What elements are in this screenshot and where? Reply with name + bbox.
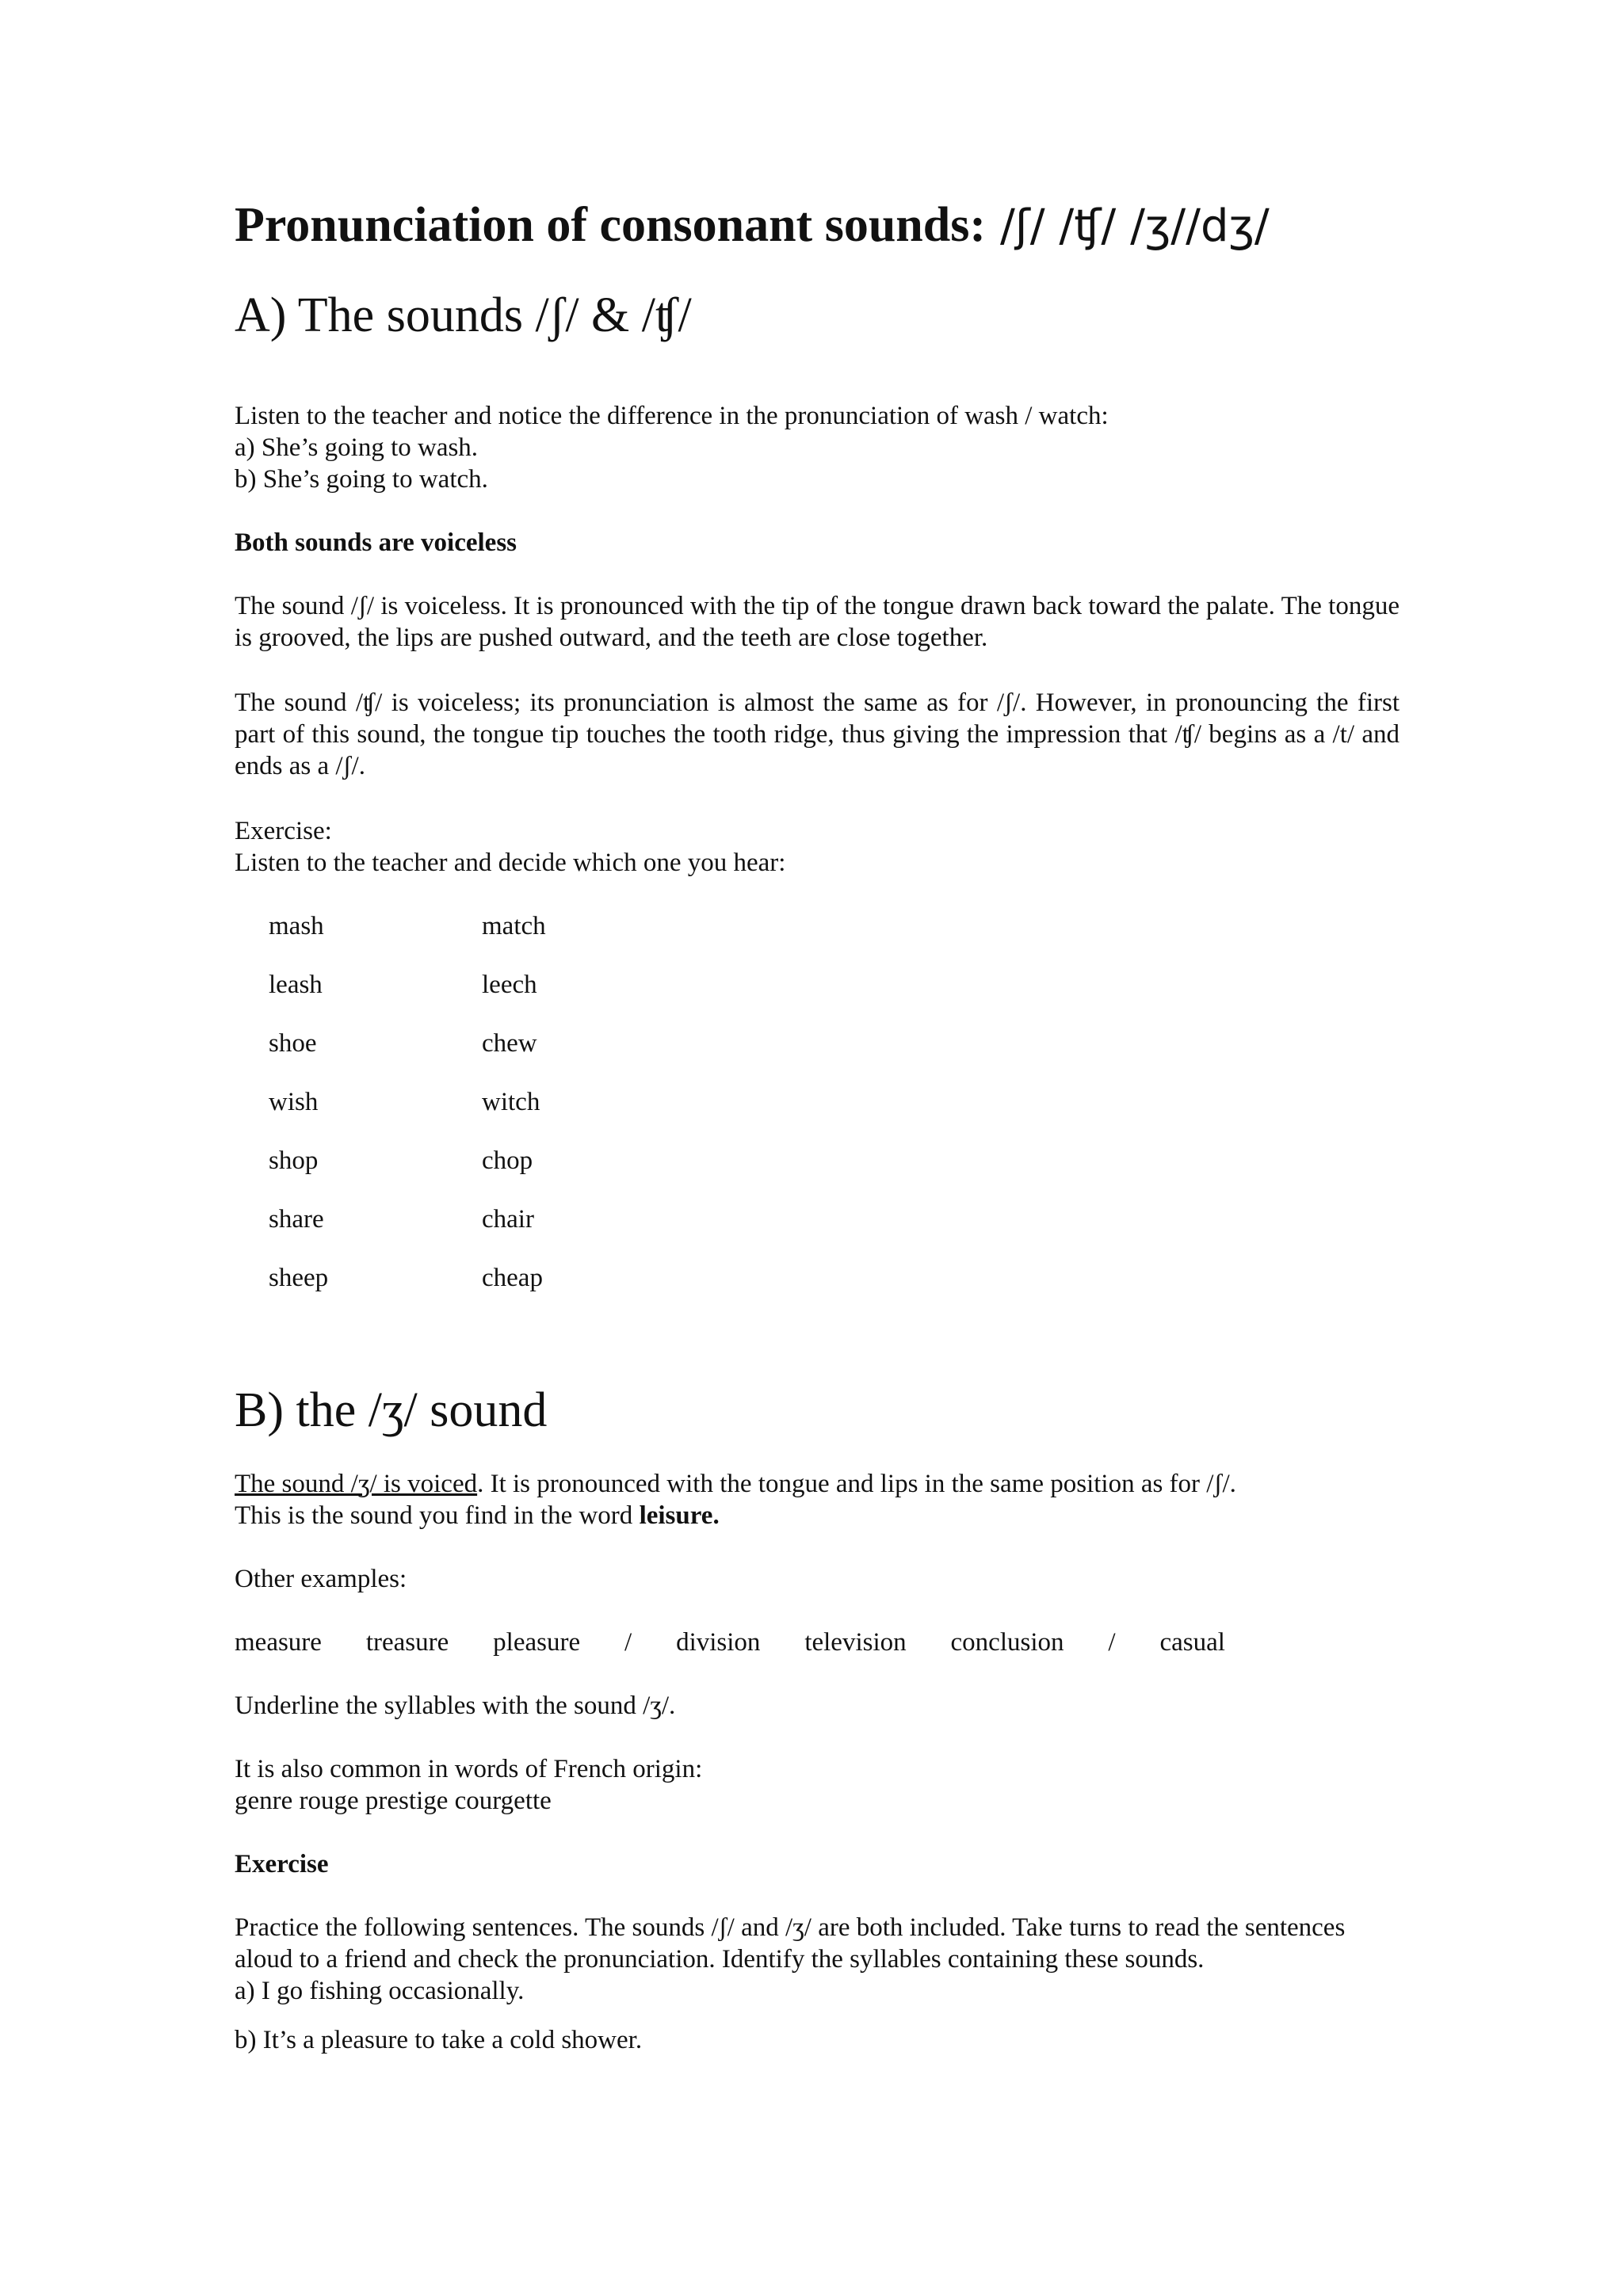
french-intro: It is also common in words of French origin: — [235, 1755, 703, 1783]
word-sh: shop — [269, 1146, 319, 1175]
title-text: Pronunciation of consonant sounds: — [235, 198, 987, 252]
word-sh: sheep — [269, 1264, 329, 1292]
title-ipa: /ʃ/ /ʧ/ /ʒ//dʒ/ — [1000, 200, 1270, 252]
paragraph-ch: The sound /ʧ/ is voiceless; its pronunciation is almost the same as for /ʃ/. However, in pronouncing the first part of this sound, the tongue tip touches the tooth ridge, thus giving the impression that /ʧ/ begins as a /t/ and ends as a /ʃ/. — [235, 688, 1400, 780]
word-ch: match — [482, 912, 546, 940]
word-pair-row — [269, 1145, 533, 1177]
word-ch: chew — [482, 1029, 537, 1058]
example-separator: / — [624, 1628, 632, 1657]
word-pair-row — [269, 969, 537, 1001]
word-ch: chop — [482, 1146, 533, 1175]
practice-sentence: a) I go fishing occasionally. — [235, 1977, 525, 2005]
word-ch: cheap — [482, 1264, 543, 1292]
practice-sentence: b) It’s a pleasure to take a cold shower. — [235, 2026, 643, 2054]
example-word: conclusion — [950, 1628, 1064, 1657]
french-words: genre rouge prestige courgette — [235, 1787, 552, 1815]
word-pair-row — [269, 1203, 534, 1235]
page-title — [235, 196, 1270, 255]
section-b-heading: B) the /ʒ/ sound — [235, 1383, 548, 1437]
leisure-line — [235, 1500, 1400, 1531]
word-sh: shoe — [269, 1029, 317, 1058]
example-word: measure — [235, 1628, 322, 1657]
paragraph-sh: The sound /ʃ/ is voiceless. It is pronounced with the tip of the tongue drawn back toward the palate. The tongue is grooved, the lips are pushed outward, and the teeth are close together. — [235, 592, 1400, 652]
intro-line: b) She’s going to watch. — [235, 465, 488, 494]
other-examples-label: Other examples: — [235, 1565, 407, 1593]
word-sh: share — [269, 1205, 324, 1234]
voiced-statement: The sound /ʒ/ is voiced — [235, 1470, 478, 1498]
word-ch: witch — [482, 1088, 540, 1116]
leisure-prefix: This is the sound you find in the word — [235, 1501, 640, 1530]
word-sh: leash — [269, 971, 323, 999]
word-pair-row — [269, 1086, 540, 1118]
leisure-word: leisure. — [639, 1501, 720, 1530]
word-ch: leech — [482, 971, 537, 999]
practice-paragraph: Practice the following sentences. The sounds /ʃ/ and /ʒ/ are both included. Take turns to read the sentences aloud to a friend and check the pronunciation. Identify the syllables containing these sounds. — [235, 1913, 1346, 1974]
example-word: treasure — [365, 1628, 449, 1657]
subheading-voiceless: Both sounds are voiceless — [235, 528, 517, 557]
intro-line: Listen to the teacher and notice the difference in the pronunciation of wash / watch: — [235, 402, 1109, 430]
word-pair-row — [269, 1262, 543, 1294]
exercise-heading: Exercise — [235, 1850, 329, 1878]
example-separator: / — [1108, 1628, 1116, 1657]
example-word: pleasure — [493, 1628, 581, 1657]
word-pair-row — [269, 910, 546, 942]
word-pair-row — [269, 1028, 537, 1059]
word-sh: wish — [269, 1088, 319, 1116]
exercise-instruction: Listen to the teacher and decide which one you hear: — [235, 849, 786, 877]
underline-instruction: Underline the syllables with the sound /ʒ/. — [235, 1691, 676, 1720]
intro-line: a) She’s going to wash. — [235, 433, 479, 462]
exercise-label: Exercise: — [235, 817, 332, 845]
example-word: division — [676, 1628, 761, 1657]
examples-row — [235, 1627, 1225, 1658]
voiced-line — [235, 1468, 1400, 1500]
word-sh: mash — [269, 912, 324, 940]
section-a-heading: A) The sounds /ʃ/ & /ʧ/ — [235, 288, 692, 342]
example-word: television — [804, 1628, 907, 1657]
intro-paragraph — [235, 400, 1400, 495]
voiced-description: . It is pronounced with the tongue and lips in the same position as for /ʃ/. — [477, 1470, 1236, 1498]
word-ch: chair — [482, 1205, 534, 1234]
example-word: casual — [1159, 1628, 1225, 1657]
